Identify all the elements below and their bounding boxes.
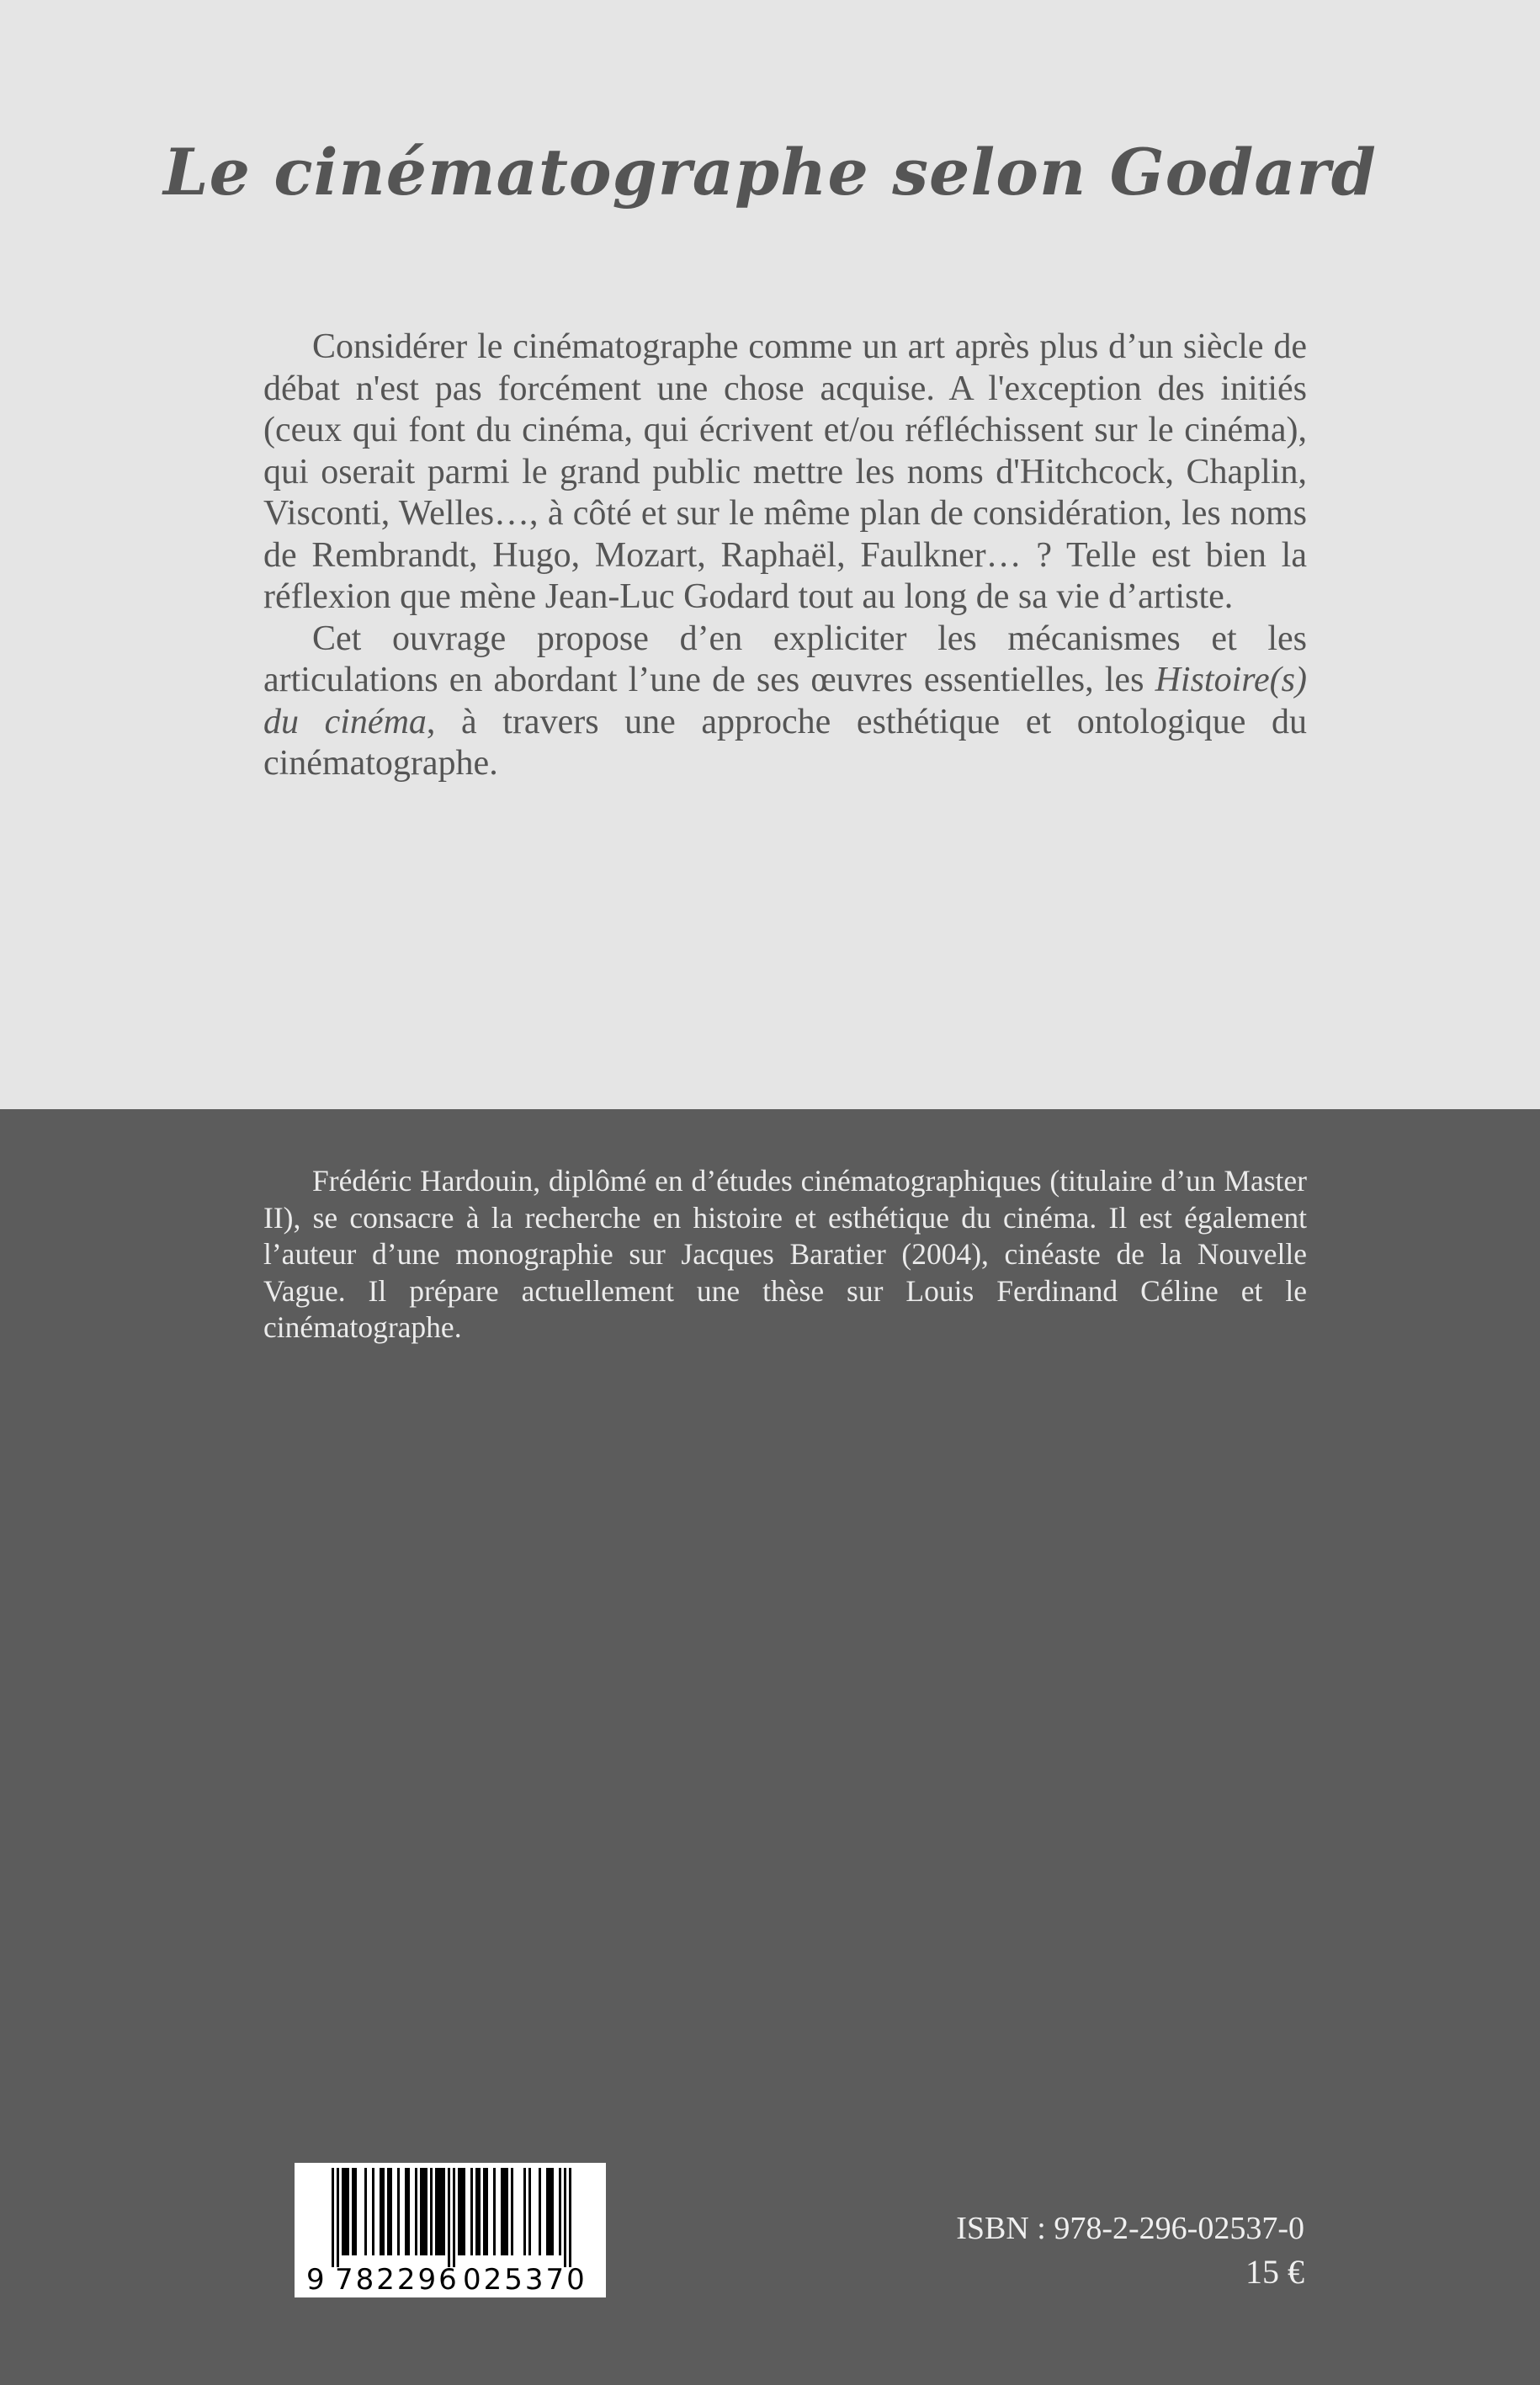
barcode-bar [501, 2168, 503, 2255]
blurb-p2-end: , à travers une approche esthétique et ontologique du cinématographe. [263, 702, 1307, 783]
barcode-bar [448, 2168, 450, 2267]
barcode-bar [420, 2168, 422, 2255]
barcode-bar [415, 2168, 417, 2255]
blurb-paragraph-1: Considérer le cinématographe comme un art après plus d’un siècle de débat n'est pas forcément une chose acquise. A l'exception des initiés (ceux qui font du cinéma, qui écrivent et/ou réfléchissent sur le cinéma), qui oserait parmi le grand public mettre les noms d'Hitchcock, Chaplin, Visconti, Welles…, à côté et sur le même plan de considération, les noms de Rembrandt, Hugo, Mozart, Raphaël, Faulkner… ? Telle est bien la réflexion que mène Jean-Luc Godard tout au long de sa vie d’artiste. [263, 327, 1307, 616]
barcode-bar [460, 2168, 463, 2255]
barcode-bar [458, 2168, 460, 2255]
blurb [263, 327, 1307, 785]
barcode-bar [387, 2168, 390, 2255]
barcode-bar [551, 2168, 554, 2255]
barcode-bar [486, 2168, 488, 2255]
barcode-bar [342, 2168, 344, 2255]
barcode-right-digits: 025370 [463, 2263, 587, 2297]
barcode-bar [569, 2168, 571, 2267]
barcode-bar [559, 2168, 561, 2255]
barcode-bar [523, 2168, 526, 2255]
barcode-bar [435, 2168, 438, 2255]
barcode [295, 2163, 606, 2297]
barcode-bar [549, 2168, 551, 2255]
barcode-bar [546, 2168, 549, 2255]
barcode-bar [478, 2168, 481, 2255]
barcode-bar [337, 2168, 339, 2267]
barcode-bar [380, 2168, 382, 2255]
barcode-bar [470, 2168, 473, 2255]
barcode-bar [354, 2168, 357, 2255]
barcode-bar [453, 2168, 455, 2267]
author-bio-text: Frédéric Hardouin, diplômé en d’études cinématographiques (titulaire d’un Master II), se consacre à la recherche en histoire et esthétique du cinéma. Il est également l’auteur d’une monographie sur Jacques Baratier (2004), cinéaste de la Nouvelle Vague. Il prépare actuellement une thèse sur Louis Ferdinand Céline et le cinématographe. [263, 1164, 1307, 1344]
author-bio [263, 1163, 1307, 1347]
barcode-bar [438, 2168, 440, 2255]
barcode-bar [382, 2168, 385, 2255]
barcode-bar [390, 2168, 392, 2255]
barcode-bar [347, 2168, 349, 2255]
barcode-left-digits: 782296 [335, 2263, 459, 2297]
barcode-bar [425, 2168, 427, 2255]
barcode-bar [372, 2168, 374, 2255]
work-title: Histoire(s) du cinéma [263, 661, 1307, 741]
price: 15 € [1245, 2253, 1304, 2291]
barcode-bar [511, 2168, 513, 2255]
barcode-bar [430, 2168, 433, 2255]
barcode-bar [405, 2168, 407, 2255]
book-title: Le cinématographe selon Godard [163, 135, 1377, 210]
barcode-bar [528, 2168, 531, 2255]
barcode-bar [422, 2168, 425, 2255]
blurb-p2-start: Cet ouvrage propose d’en expliciter les mécanismes et les articulations en abordant l’une de ses œuvres essentielles, les [263, 619, 1307, 699]
barcode-bar [475, 2168, 478, 2255]
blurb-paragraph-2 [263, 619, 1307, 785]
barcode-bar [364, 2168, 367, 2255]
barcode-bar [443, 2168, 445, 2255]
barcode-first-digit: 9 [306, 2263, 325, 2297]
barcode-bar [352, 2168, 354, 2255]
barcode-bar [407, 2168, 410, 2255]
barcode-bar [539, 2168, 541, 2255]
barcode-bar [332, 2168, 334, 2267]
barcode-bar [503, 2168, 506, 2255]
barcode-bar [506, 2168, 508, 2255]
isbn: ISBN : 978-2-296-02537-0 [956, 2211, 1304, 2246]
barcode-bar [463, 2168, 465, 2255]
barcode-bar [493, 2168, 496, 2255]
barcode-bar [483, 2168, 486, 2255]
barcode-bar [440, 2168, 443, 2255]
barcode-bar [344, 2168, 347, 2255]
barcode-bar [564, 2168, 566, 2267]
barcode-bar [397, 2168, 400, 2255]
